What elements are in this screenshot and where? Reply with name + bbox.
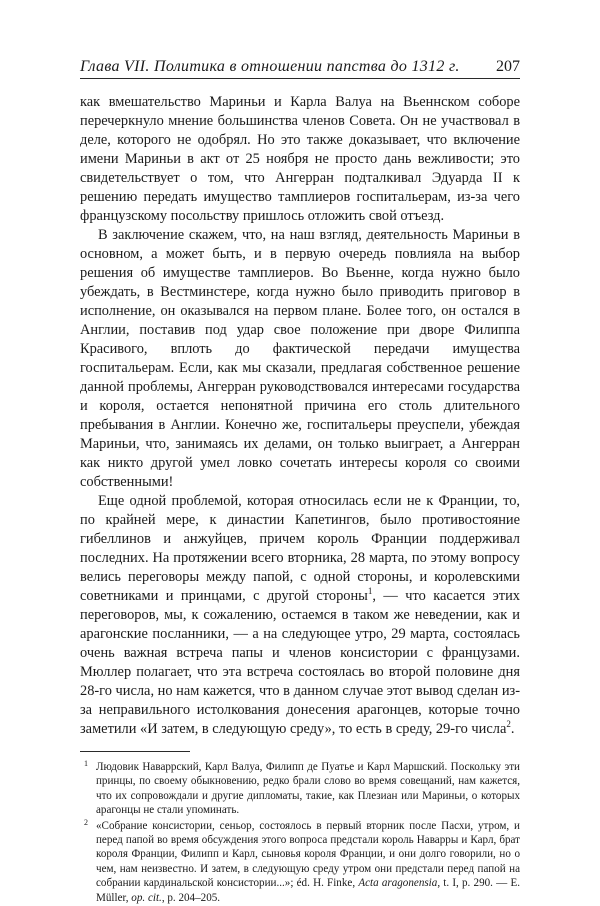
footnote-divider (80, 751, 190, 752)
footnote-1 (80, 760, 520, 818)
footnote-1-text: Людовик Наваррский, Карл Валуа, Филипп де Пуатье и Карл Маршский. Поскольку эти принцы, по своему обыкновению, редко брали слово во время совещаний, нам кажется, что их сопровождали и другие дипломаты, такие, как Плезиан или Мариньи, о которых арагонцы не стали упоминать. (96, 761, 520, 817)
footnote-ref-1: 1 (367, 586, 373, 597)
footnote-2-mark: 2 (84, 817, 88, 827)
footnote-2 (80, 819, 520, 905)
footnote-2-source-title: Acta aragonensia (358, 877, 438, 890)
paragraph-3-part-c: . (510, 721, 515, 737)
paragraph-2: В заключение скажем, что, на наш взгляд, деятельность Мариньи в основном, а может быть, и в первую очередь повлияла на выбор решения об имуществе тамплиеров. Во Вьенне, когда нужно было убеждать, в Вестминстере, когда нужно было приводить приговор в исполнение, он оказывался на первом плане. Более того, он остался в Англии, поставив под удар свое положение при дворе Филиппа Красивого, вплоть до фактической передачи имущества госпитальерам. Если, как мы сказали, предлагая собственное решение данной проблемы, Ангерран руководствовался интересами государства и короля, остается непонятной причина его столь длительного пребывания в Англии. Конечно же, госпитальеры преуспели, убеждая Мариньи, что, занимаясь их делами, он только выиграет, а Ангерран как никто другой умел ловко сочетать интересы короля со своими собственными! (80, 227, 520, 490)
page-number: 207 (496, 58, 520, 75)
running-head (80, 58, 520, 79)
paragraph-3-part-b: , — что касается этих переговоров, мы, к сожалению, остаемся в таком же неведении, как и арагонские посланники, — а на следующее утро, 29 марта, состоялась очень важная встреча папы и членов консистории с французами. Мюллер полагает, что эта встреча состоялась во второй половине дня 28-го числа, но нам кажется, что в данном случае этот вывод сделан из-за неправильного истолкования донесения арагонцев, которые точно заметили «И затем, в следующую среду», то есть в среду, 29-го числа (80, 588, 520, 737)
book-page (80, 58, 520, 906)
paragraph-3-part-a: Еще одной проблемой, которая относилась если не к Франции, то, по крайней мере, к династии Капетингов, было противостояние гибеллинов и анжуйцев, причем король Франции поддерживал последних. На протяжении всего вторника, 28 марта, по этому вопросу велись переговоры между папой, с одной стороны, и королевскими советниками и принцами, с другой стороны (80, 493, 520, 604)
paragraph-1: как вмешательство Мариньи и Карла Валуа на Вьеннском соборе перечеркнуло мнение большинства членов Совета. Он не участвовал в деле, которого не одобрял. Но это также доказывает, что включение имени Мариньи в акт от 25 ноября не просто дань вежливости; это свидетельствует о том, что Ангерран подталкивал Эдуарда II к решению передать имущество тамплиеров госпитальерам, из-за чего французскому посольству пришлось отложить свой отъезд. (80, 94, 520, 224)
footnote-2-text-c: , p. 204–205. (161, 891, 221, 904)
footnotes (80, 760, 520, 905)
footnote-2-text-a: «Собрание консистории, сеньор, состоялось в первый вторник после Пасхи, утром, и перед папой во время обсуждения этого вопроса предстали король Наварры и Карл, брат короля Франции, Филипп и Карл, сыновья короля Франции, и они долго говорили, но о чем, нам неизвестно. И затем, в следующую среду утром они предстали перед папой на собрании кардинальской консистории...»; éd. H. Finke, (96, 819, 520, 890)
footnote-1-mark: 1 (84, 759, 88, 768)
footnote-2-text-b: , t. I, p. 290. — E. Müller, (96, 877, 520, 904)
main-text (80, 93, 520, 739)
footnote-ref-2: 2 (506, 719, 511, 730)
running-title: Глава VII. Политика в отношении папства до 1312 г. (80, 58, 460, 75)
footnote-2-opcit: op. cit. (131, 891, 162, 904)
paragraph-3 (80, 492, 520, 739)
